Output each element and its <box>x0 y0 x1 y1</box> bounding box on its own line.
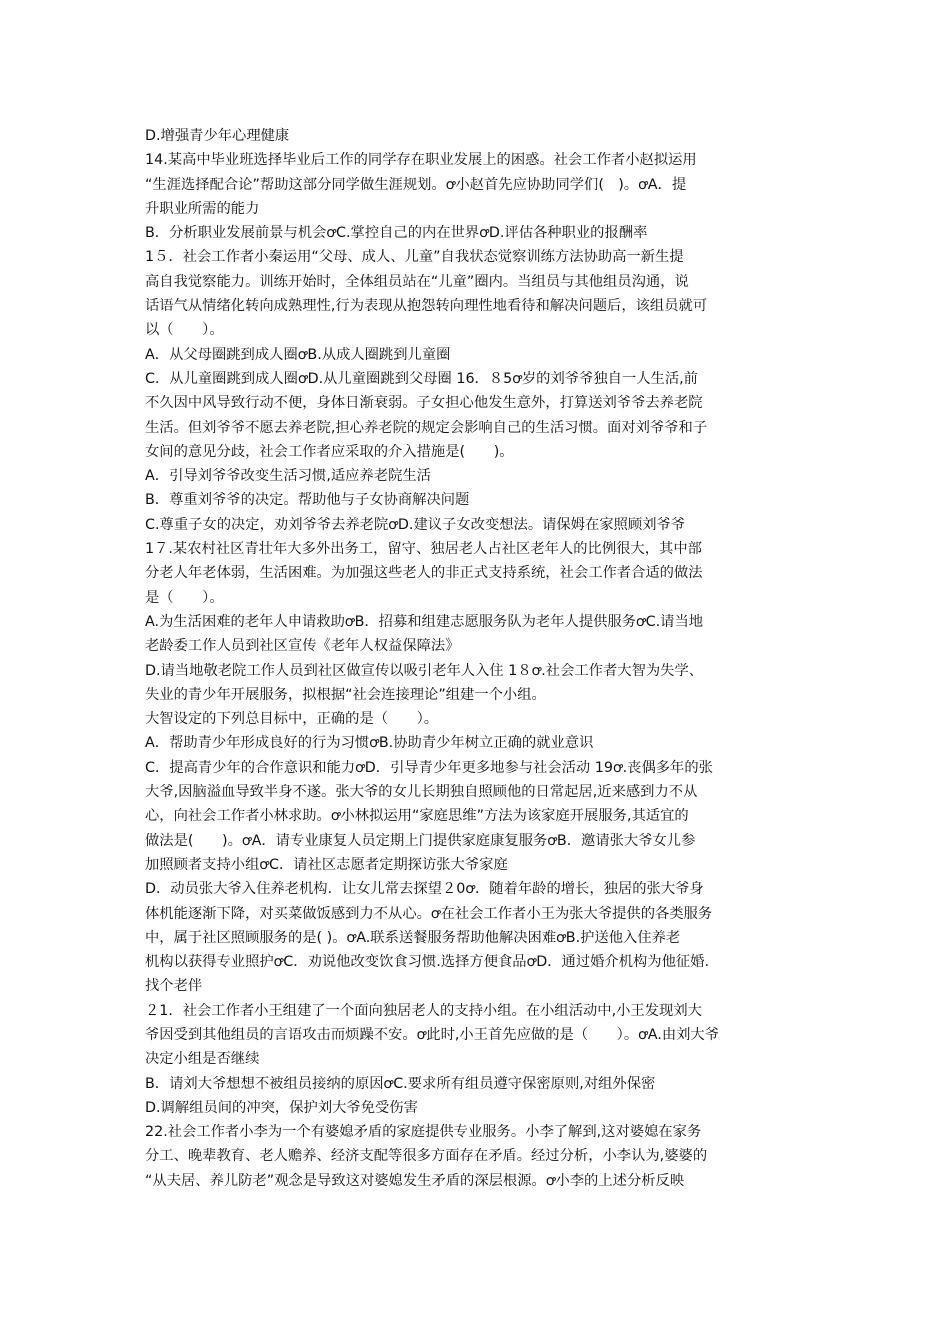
text-line: 女间的意见分歧，社会工作者应采取的介入措施是( )。 <box>145 443 514 460</box>
text-line: 爷因受到其他组员的言语攻击而烦躁不安。ꝍ此时,小王首先应做的是（ ）。ꝍA.由刘大爷 <box>145 1026 720 1043</box>
text-line: “从夫居、养儿防老”观念是导致这对婆媳发生矛盾的深层根源。ꝍ小李的上述分析反映 <box>145 1172 685 1189</box>
text-line: B．分析职业发展前景与机会ꝍC.掌控自己的内在世界ꝍD.评估各种职业的报酬率 <box>145 225 648 242</box>
text-line: 决定小组是否继续 <box>145 1051 260 1068</box>
text-line: D.增强青少年心理健康 <box>145 128 290 144</box>
text-line: 不久因中风导致行动不便，身体日渐衰弱。子女担心他发生意外，打算送刘爷爷去养老院 <box>145 395 703 412</box>
text-line: 分工、晚辈教育、老人赡养、经济支配等很多方面存在矛盾。经过分析，小李认为,婆婆的 <box>145 1148 708 1165</box>
text-line: 升职业所需的能力 <box>145 200 260 217</box>
text-line: 话语气从情绪化转向成熟理性,行为表现从抱怨转向理性地看待和解决问题后，该组员就可 <box>145 298 708 315</box>
text-line: A．引导刘爷爷改变生活习惯,适应养老院生活 <box>145 468 431 485</box>
text-line: 老龄委工作人员到社区宣传《老年人权益保障法》 <box>145 638 460 655</box>
text-line: A．帮助青少年形成良好的行为习惯ꝍB.协助青少年树立正确的就业意识 <box>145 735 594 752</box>
text-line: 大爷,因脑溢血导致半身不遂。张大爷的女儿长期独自照顾他的日常起居,近来感到力不从 <box>145 784 698 801</box>
text-line: C．从儿童圈跳到成人圈ꝍD.从儿童圈跳到父母圈 16．８5ꝍ岁的刘爷爷独自一人生活,前 <box>145 370 698 387</box>
text-line: 高自我觉察能力。训练开始时，全体组员站在“儿童”圈内。当组员与其他组员沟通，说 <box>145 273 689 290</box>
text-line: C.尊重子女的决定，劝刘爷爷去养老院ꝍD.建议子女改变想法。请保姆在家照顾刘爷爷 <box>145 516 686 533</box>
text-line: 以（ ）。 <box>145 322 224 339</box>
text-line: 1５．社会工作者小秦运用“父母、成人、儿童”自我状态觉察训练方法协助高一新生提 <box>145 249 684 266</box>
text-line: 1７.某农村社区青壮年大多外出务工，留守、独居老人占社区老年人的比例很大，其中部 <box>145 541 702 558</box>
text-line: 心，向社会工作者小林求助。ꝍ小林拟运用“家庭思维”方法为该家庭开展服务,其适宜的 <box>145 808 689 825</box>
text-line: 分老人年老体弱，生活困难。为加强这些老人的非正式支持系统，社会工作者合适的做法 <box>145 565 703 582</box>
text-line: B．尊重刘爷爷的决定。帮助他与子女协商解决问题 <box>145 492 470 509</box>
text-line: C．提高青少年的合作意识和能力ꝍD．引导青少年更多地参与社会活动 19ꝍ.丧偶多年的张 <box>145 759 713 776</box>
text-line: 加照顾者支持小组ꝍC．请社区志愿者定期探访张大爷家庭 <box>145 856 508 873</box>
text-line: ２1．社会工作者小王组建了一个面向独居老人的支持小组。在小组活动中,小王发现刘大 <box>145 1002 702 1019</box>
text-line: 体机能逐渐下降，对买菜做饭感到力不从心。ꝍ在社会工作者小王为张大爷提供的各类服务 <box>145 905 713 922</box>
text-line: 机构以获得专业照护ꝍC．劝说他改变饮食习惯.选择方便食品ꝍD．通过婚介机构为他征婚. <box>145 954 710 971</box>
text-line: 22.社会工作者小李为一个有婆媳矛盾的家庭提供专业服务。小李了解到,这对婆媳在家务 <box>145 1124 702 1141</box>
text-line: 生活。但刘爷爷不愿去养老院,担心养老院的规定会影响自己的生活习惯。面对刘爷爷和子 <box>145 419 708 436</box>
text-line: 失业的青少年开展服务，拟根据“社会连接理论”组建一个小组。 <box>145 686 546 703</box>
text-line: 14.某高中毕业班选择毕业后工作的同学存在职业发展上的困惑。社会工作者小赵拟运用 <box>145 152 697 169</box>
text-line: D.请当地敬老院工作人员到社区做宣传以吸引老年人入住 1８ꝍ.社会工作者大智为失学、 <box>145 662 704 679</box>
text-line: 中，属于社区照顾服务的是( )。ꝍA.联系送餐服务帮助他解决困难ꝍB.护送他入住养老 <box>145 929 681 946</box>
text-line: 找个老伴 <box>145 978 203 995</box>
text-line: D．动员张大爷入住养老机构．让女儿常去探望２0ꝍ．随着年龄的增长，独居的张大爷身 <box>145 881 704 898</box>
text-line: A．从父母圈跳到成人圈ꝍB.从成人圈跳到儿童圈 <box>145 346 451 363</box>
text-line: D.调解组员间的冲突，保护刘大爷免受伤害 <box>145 1099 418 1116</box>
text-line: A.为生活困难的老年人申请救助ꝍB．招募和组建志愿服务队为老年人提供服务ꝍC.请当地 <box>145 613 704 630</box>
text-line: 是（ ）。 <box>145 589 224 606</box>
document-page <box>145 124 810 1193</box>
text-line: 大智设定的下列总目标中，正确的是（ ）。 <box>145 711 439 728</box>
text-line: B．请刘大爷想想不被组员接纳的原因ꝍC.要求所有组员遵守保密原则,对组外保密 <box>145 1075 656 1092</box>
text-line: “生涯选择配合论”帮助这部分同学做生涯规划。ꝍ小赵首先应协助同学们( )。ꝍA．提 <box>145 176 687 193</box>
text-line: 做法是( )。ꝍA．请专业康复人员定期上门提供家庭康复服务ꝍB．邀请张大爷女儿参 <box>145 832 696 849</box>
